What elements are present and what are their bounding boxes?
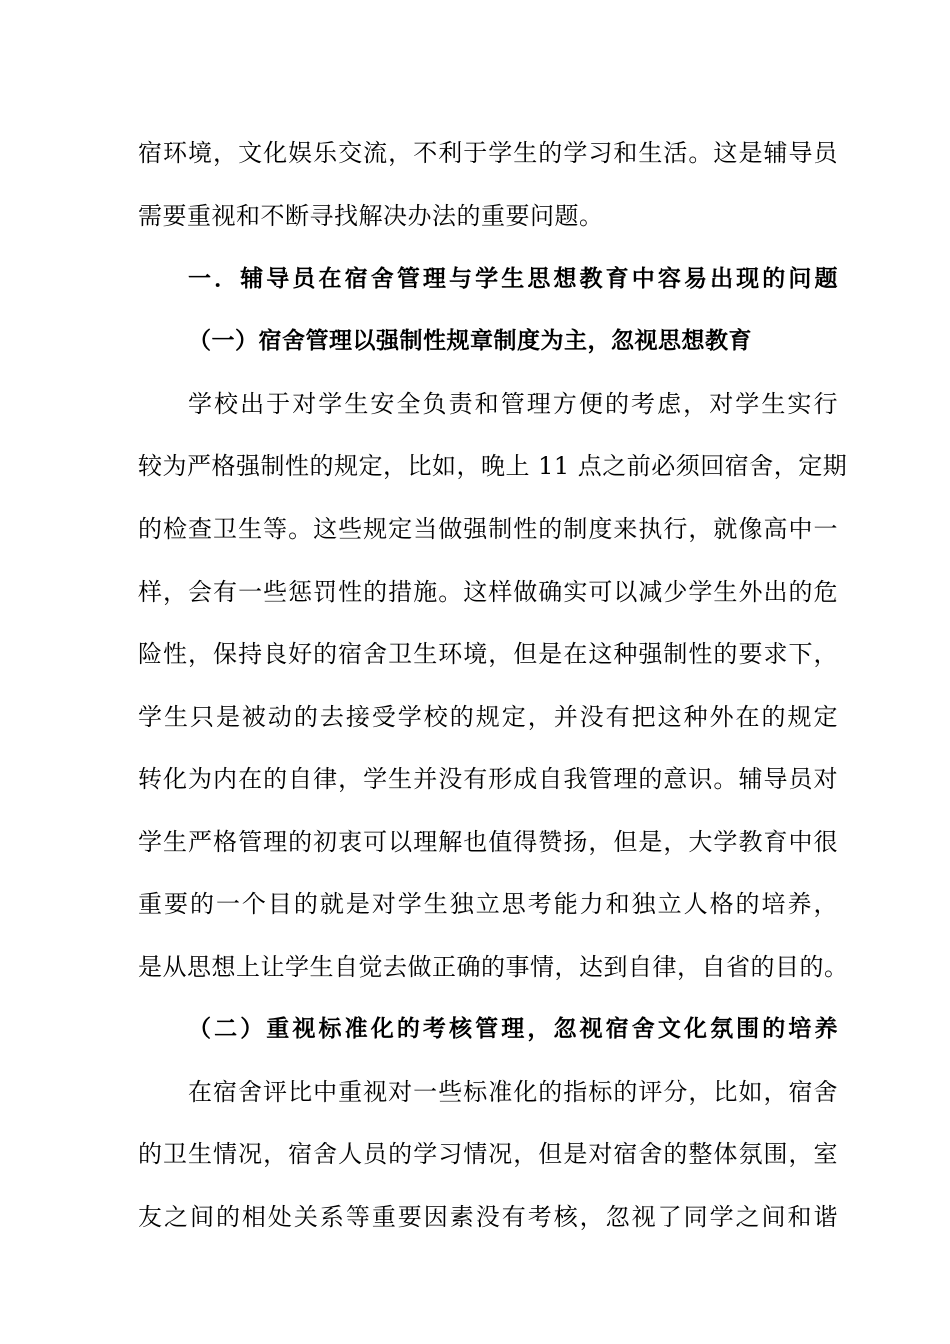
- body-text-line: 是从思想上让学生自觉去做正确的事情，达到自律，自省的目的。: [138, 953, 849, 981]
- body-text-line: 重要的一个目的就是对学生独立思考能力和独立人格的培养，: [138, 890, 838, 918]
- body-text-line: 需要重视和不断寻找解决办法的重要问题。: [138, 202, 604, 230]
- section-heading: 一．辅导员在宿舍管理与学生思想教育中容易出现的问题: [188, 266, 838, 292]
- body-text-line: 较为严格强制性的规定，比如，晚上 11 点之前必须回宿舍，定期: [138, 452, 848, 480]
- body-text-line: 样，会有一些惩罚性的措施。这样做确实可以减少学生外出的危: [138, 578, 838, 606]
- body-text-line: 转化为内在的自律，学生并没有形成自我管理的意识。辅导员对: [138, 765, 838, 793]
- body-text-line: 在宿舍评比中重视对一些标准化的指标的评分，比如，宿舍: [188, 1078, 838, 1106]
- body-text-line: 友之间的相处关系等重要因素没有考核，忽视了同学之间和谐: [138, 1203, 838, 1231]
- body-text-line: 险性，保持良好的宿舍卫生环境，但是在这种强制性的要求下，: [138, 640, 838, 668]
- body-text-line: 学校出于对学生安全负责和管理方便的考虑，对学生实行: [188, 390, 838, 418]
- body-text-line: 的检查卫生等。这些规定当做强制性的制度来执行，就像高中一: [138, 515, 838, 543]
- body-text-line: 学生只是被动的去接受学校的规定，并没有把这种外在的规定: [138, 703, 838, 731]
- body-text-line: 学生严格管理的初衷可以理解也值得赞扬，但是，大学教育中很: [138, 828, 838, 856]
- subsection-heading: （二）重视标准化的考核管理，忽视宿舍文化氛围的培养: [188, 1016, 838, 1042]
- body-text-line: 的卫生情况，宿舍人员的学习情况，但是对宿舍的整体氛围，室: [138, 1140, 838, 1168]
- subsection-heading: （一）宿舍管理以强制性规章制度为主，忽视思想教育: [188, 328, 752, 354]
- body-text-line: 宿环境，文化娱乐交流，不利于学生的学习和生活。这是辅导员: [138, 139, 838, 167]
